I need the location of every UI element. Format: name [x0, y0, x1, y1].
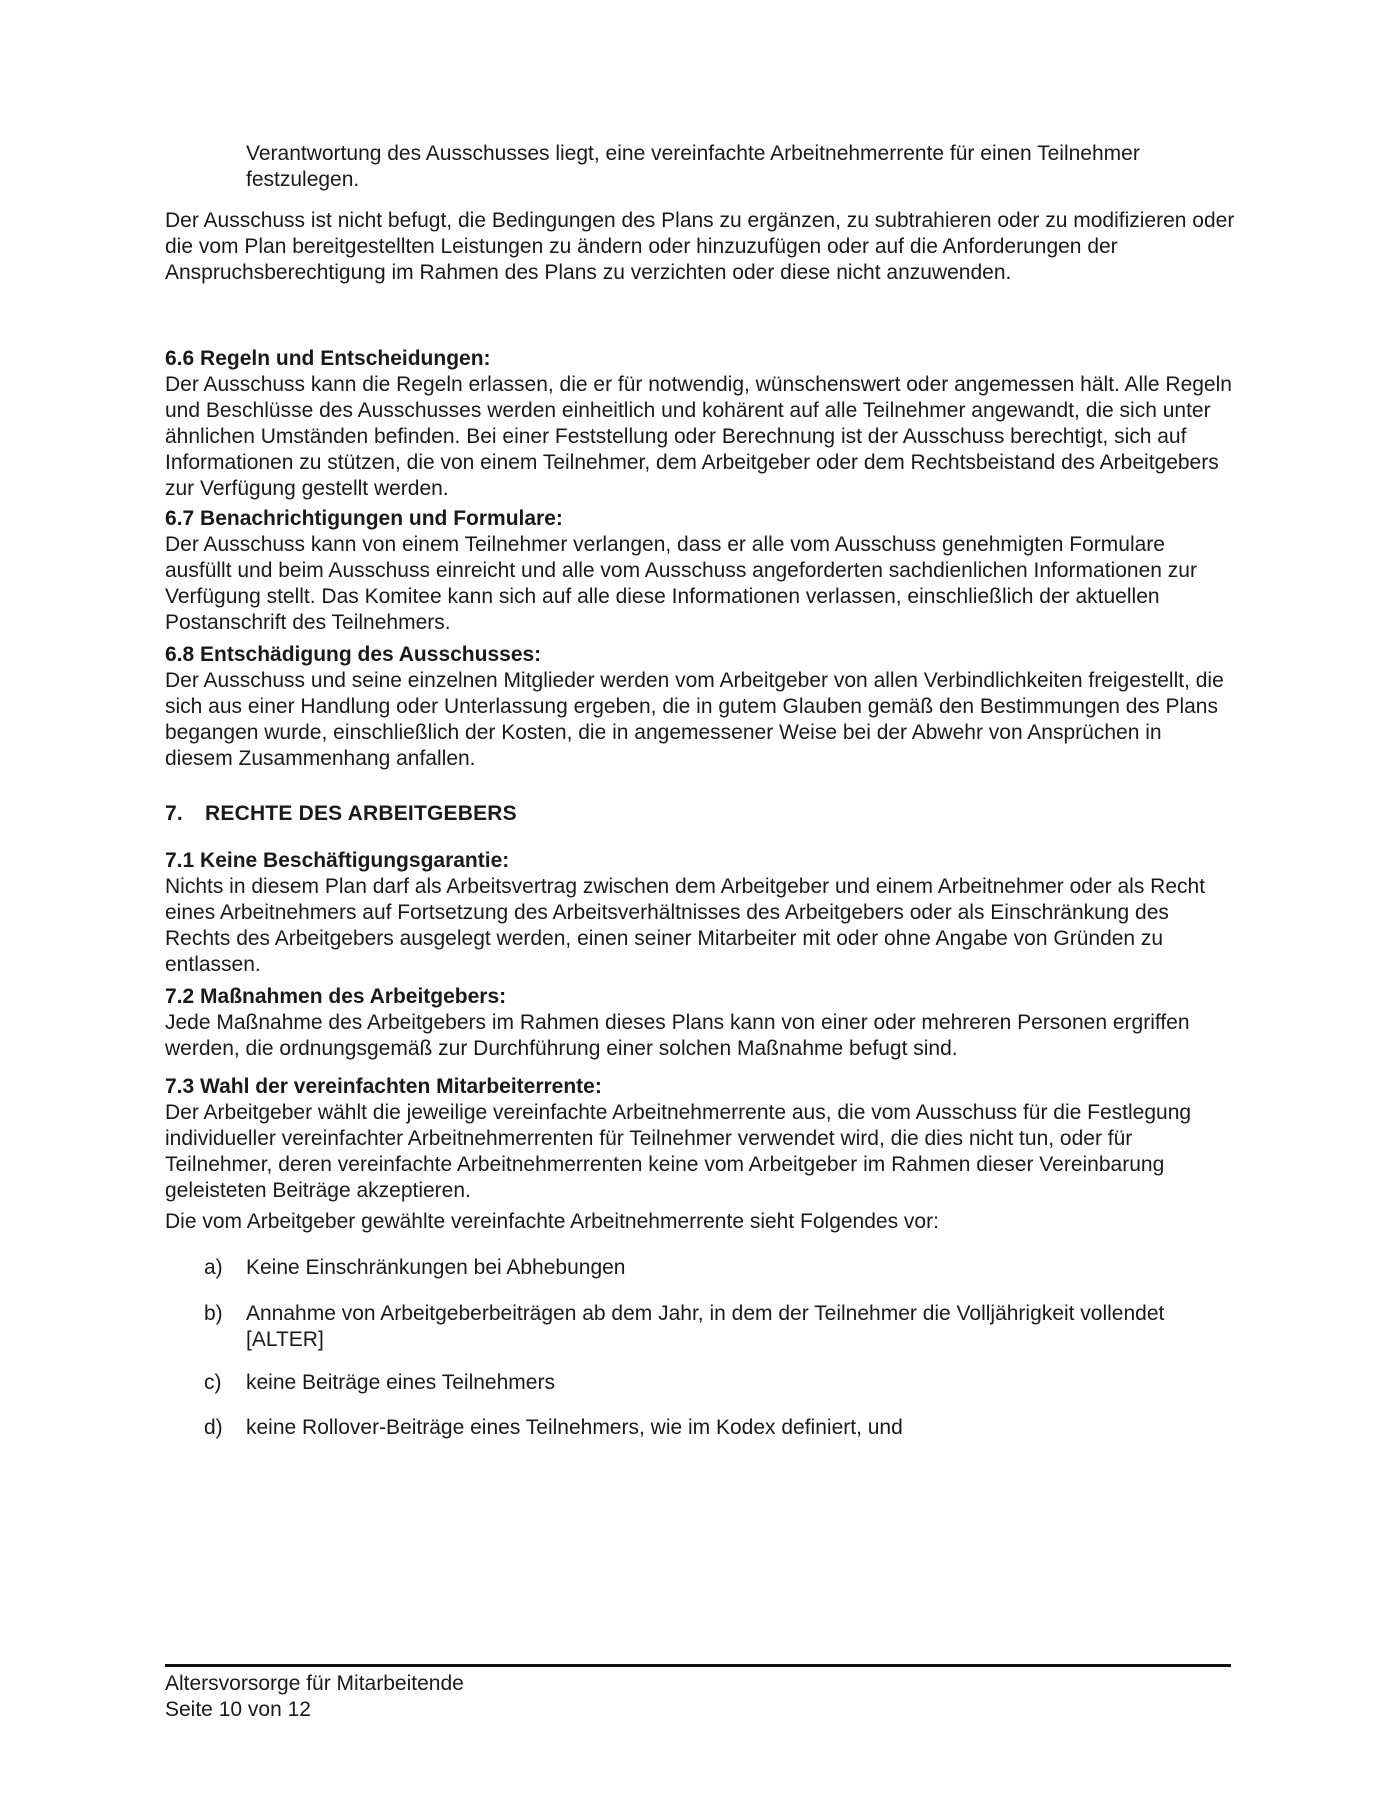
list-item-text: Keine Einschränkungen bei Abhebungen	[246, 1256, 626, 1279]
footer-page-number: Seite 10 von 12	[165, 1698, 311, 1721]
list-item	[204, 1255, 1234, 1281]
section-7-3-lead-in: Die vom Arbeitgeber gewählte vereinfachte Arbeitnehmerrente sieht Folgendes vor:	[165, 1210, 939, 1233]
section-6-7-body: Der Ausschuss kann von einem Teilnehmer verlangen, dass er alle vom Ausschuss genehmigten Formulare ausfüllt und beim Ausschuss einreicht und alle vom Ausschuss angeforderten sachdienlichen Informationen zur Verfügung stellt. Das Komitee kann sich auf alle diese Informationen verlassen, einschließlich der aktuellen Postanschrift des Teilnehmers.	[165, 533, 1197, 634]
section-6-8	[165, 642, 1235, 772]
section-7-2-heading: 7.2 Maßnahmen des Arbeitgebers:	[165, 985, 507, 1008]
section-7-2-body: Jede Maßnahme des Arbeitgebers im Rahmen dieses Plans kann von einer oder mehreren Personen ergriffen werden, die ordnungsgemäß zur Durchführung einer solchen Maßnahme befugt sind.	[165, 1011, 1190, 1060]
list-item-text: keine Rollover-Beiträge eines Teilnehmers, wie im Kodex definiert, und	[246, 1416, 903, 1439]
section-6-8-body: Der Ausschuss und seine einzelnen Mitglieder werden vom Arbeitgeber von allen Verbindlichkeiten freigestellt, die sich aus einer Handlung oder Unterlassung ergeben, die in gutem Glauben gemäß den Bestimmungen des Plans begangen wurde, einschließlich der Kosten, die in angemessener Weise bei der Abwehr von Ansprüchen in diesem Zusammenhang anfallen.	[165, 669, 1224, 770]
section-7-2	[165, 984, 1235, 1062]
committee-powers-paragraph: Der Ausschuss ist nicht befugt, die Bedingungen des Plans zu ergänzen, zu subtrahieren oder zu modifizieren oder die vom Plan bereitgestellten Leistungen zu ändern oder hinzuzufügen oder auf die Anforderungen der Anspruchsberechtigung im Rahmen des Plans zu verzichten oder diese nicht anzuwenden.	[165, 209, 1235, 284]
list-item-text: keine Beiträge eines Teilnehmers	[246, 1371, 555, 1394]
section-6-6-heading: 6.6 Regeln und Entscheidungen:	[165, 347, 491, 370]
footer-divider	[165, 1664, 1231, 1667]
section-7-title	[165, 801, 1235, 827]
section-7-1-body: Nichts in diesem Plan darf als Arbeitsvertrag zwischen dem Arbeitgeber und einem Arbeitnehmer oder als Recht eines Arbeitnehmers auf Fortsetzung des Arbeitsverhältnisses des Arbeitgebers oder als Einschränkung des Rechts des Arbeitgebers ausgelegt werden, einen seiner Mitarbeiter mit oder ohne Angabe von Gründen zu entlassen.	[165, 875, 1206, 976]
section-7-3-body: Der Arbeitgeber wählt die jeweilige vereinfachte Arbeitnehmerrente aus, die vom Ausschuss für die Festlegung individueller vereinfachter Arbeitnehmerrenten für Teilnehmer verwendet wird, die dies nicht tun, oder für Teilnehmer, deren vereinfachte Arbeitnehmerrenten keine vom Arbeitgeber im Rahmen dieser Vereinbarung geleisteten Beiträge akzeptieren.	[165, 1101, 1192, 1202]
list-marker: d)	[204, 1416, 223, 1439]
list-marker: b)	[204, 1302, 223, 1325]
section-7-3-heading: 7.3 Wahl der vereinfachten Mitarbeiterrente:	[165, 1075, 602, 1098]
section-6-8-heading: 6.8 Entschädigung des Ausschusses:	[165, 643, 542, 666]
list-item	[204, 1415, 1234, 1441]
page-footer	[165, 1671, 965, 1723]
section-7-3	[165, 1074, 1235, 1204]
section-6-6	[165, 346, 1235, 502]
footer-document-title: Altersvorsorge für Mitarbeitende	[165, 1672, 464, 1695]
list-item-text: Annahme von Arbeitgeberbeiträgen ab dem Jahr, in dem der Teilnehmer die Volljährigkeit vollendet [ALTER]	[246, 1302, 1165, 1351]
section-7-title-text: RECHTE DES ARBEITGEBERS	[205, 802, 517, 825]
list-marker: a)	[204, 1256, 223, 1279]
section-6-7	[165, 506, 1235, 636]
list-item	[204, 1301, 1234, 1353]
section-6-7-heading: 6.7 Benachrichtigungen und Formulare:	[165, 507, 563, 530]
carry-over-paragraph: Verantwortung des Ausschusses liegt, eine vereinfachte Arbeitnehmerrente für einen Teilnehmer festzulegen.	[246, 142, 1140, 191]
section-7-1-heading: 7.1 Keine Beschäftigungsgarantie:	[165, 849, 510, 872]
list-item	[204, 1370, 1234, 1396]
section-7-1	[165, 848, 1235, 978]
list-marker: c)	[204, 1371, 222, 1394]
section-7-number: 7.	[165, 802, 183, 825]
section-6-6-body: Der Ausschuss kann die Regeln erlassen, die er für notwendig, wünschenswert oder angemessen hält. Alle Regeln und Beschlüsse des Ausschusses werden einheitlich und kohärent auf alle Teilnehmer angewandt, die sich unter ähnlichen Umständen befinden. Bei einer Feststellung oder Berechnung ist der Ausschuss berechtigt, sich auf Informationen zu stützen, die von einem Teilnehmer, dem Arbeitgeber oder dem Rechtsbeistand des Arbeitgebers zur Verfügung gestellt werden.	[165, 373, 1232, 500]
